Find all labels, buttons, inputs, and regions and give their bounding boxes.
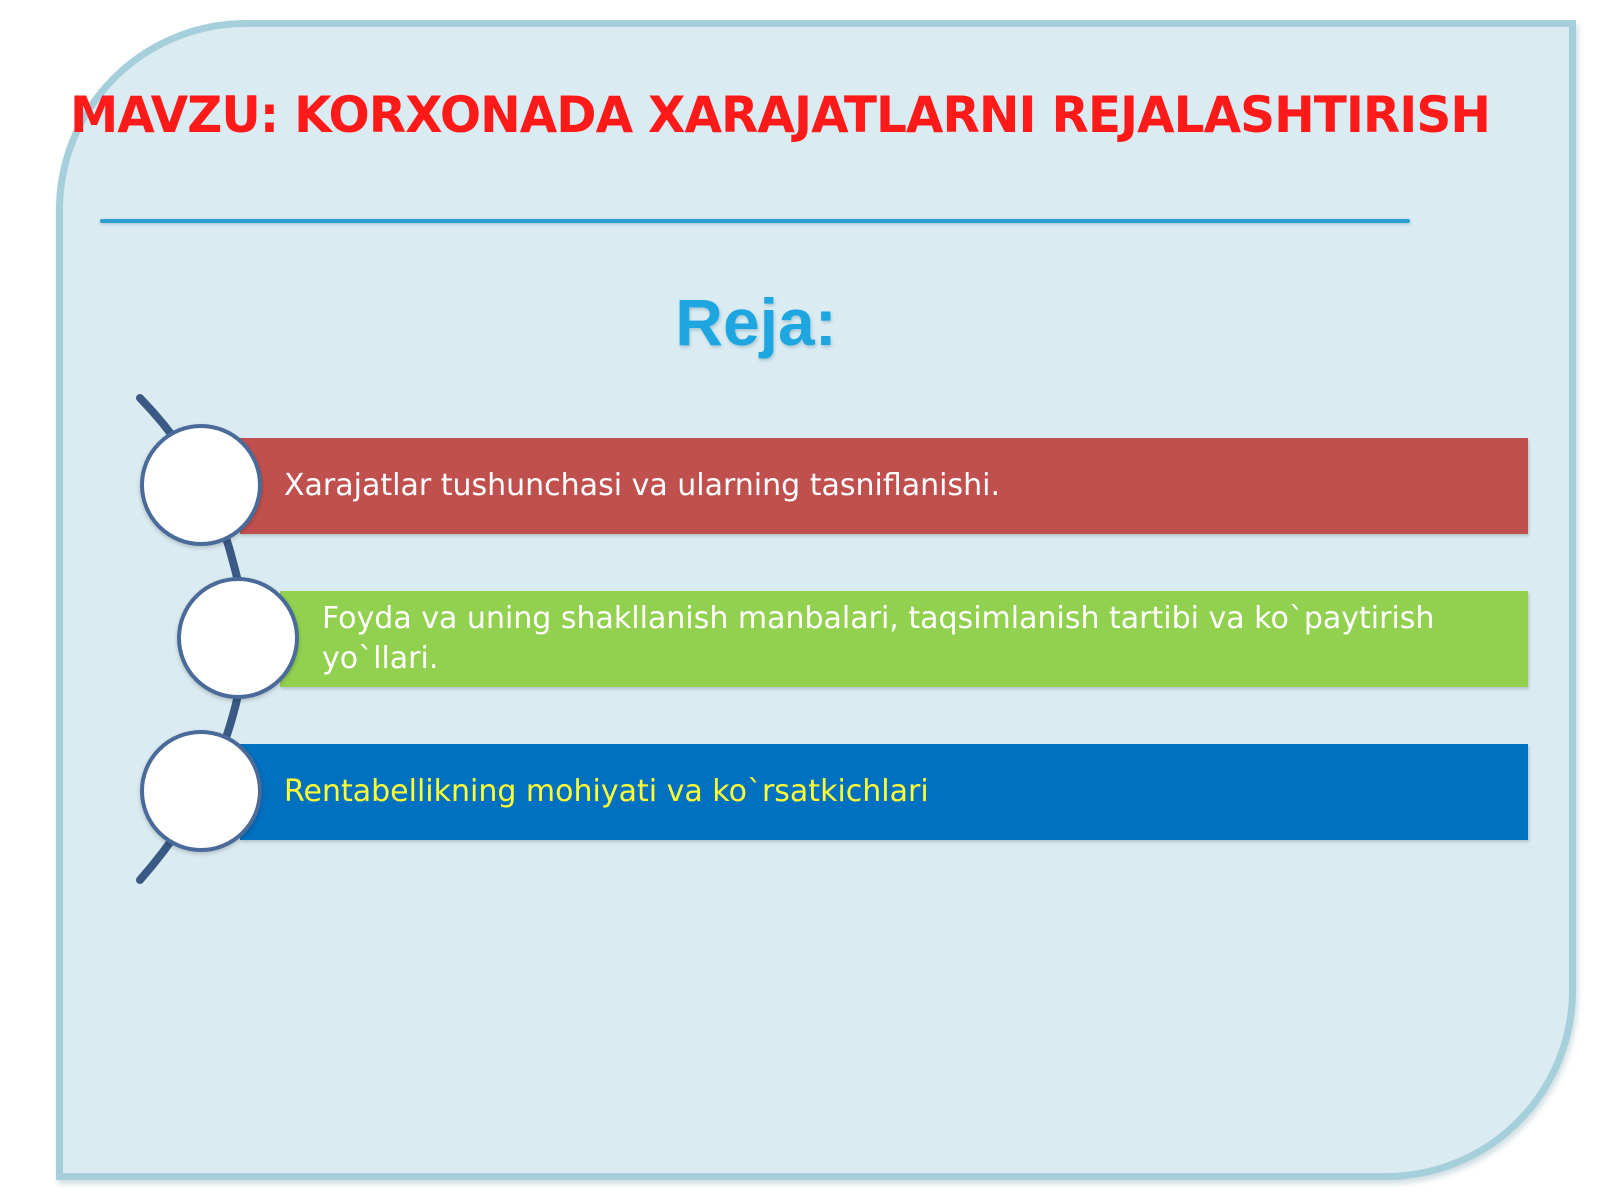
list-item-3: [240, 744, 1528, 840]
list-bullet-circle-1: [140, 424, 262, 546]
list-item-2: [280, 591, 1528, 687]
list-item-1: [240, 438, 1528, 534]
list-item-3-text: Rentabellikning mohiyati va ko`rsatkichlari: [284, 774, 929, 809]
list-bullet-circle-2: [177, 577, 299, 699]
plan-heading: Reja:: [675, 285, 837, 359]
list-item-1-text: Xarajatlar tushunchasi va ularning tasniflanishi.: [284, 468, 1000, 503]
list-bullet-circle-3: [140, 730, 262, 852]
list-item-2-text: Foyda va uning shakllanish manbalari, taqsimlanish tartibi va ko`paytirish yo`llari.: [322, 601, 1435, 676]
slide-title: MAVZU: KORXONADA XARAJATLARNI REJALASHTIRISH: [70, 86, 1490, 144]
title-divider: [100, 219, 1410, 223]
